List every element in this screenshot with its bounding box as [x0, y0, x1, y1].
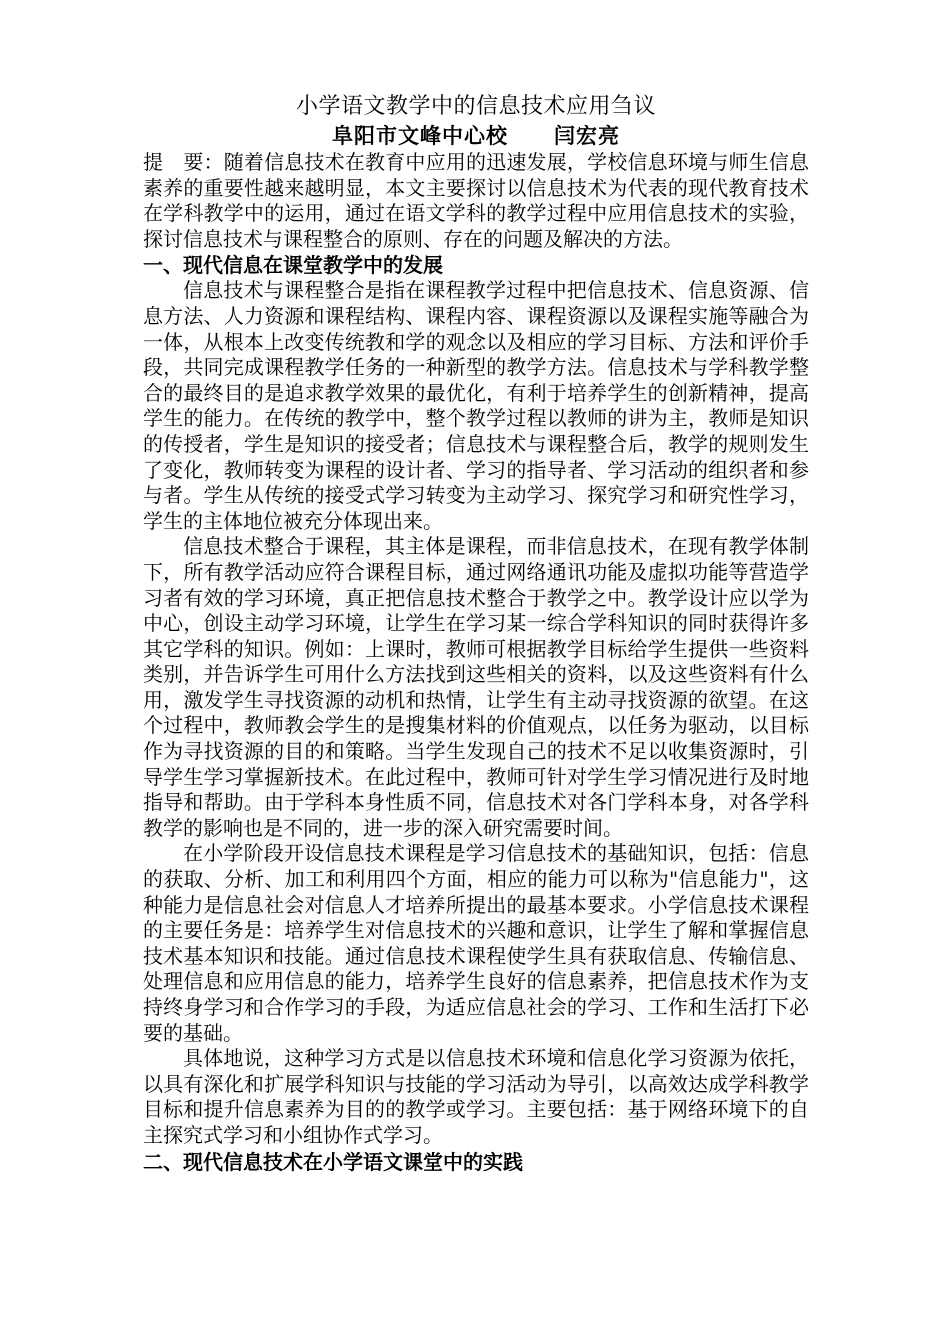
body-paragraph-4: 具体地说，这种学习方式是以信息技术环境和信息化学习资源为依托，以具有深化和扩展学科知识与技能的学习活动为导引，以高效达成学科教学目标和提升信息素养为目的的教学或学习。主要包括：基于网络环境下的自主探究式学习和小组协作式学习。 [143, 1046, 809, 1147]
body-paragraph-3: 在小学阶段开设信息技术课程是学习信息技术的基础知识，包括：信息的获取、分析、加工和利用四个方面，相应的能力可以称为"信息能力"，这种能力是信息社会对信息人才培养所提出的最基本要求。小学信息技术课程的主要任务是：培养学生对信息技术的兴趣和意识，让学生了解和掌握信息技术基本知识和技能。通过信息技术课程使学生具有获取信息、传输信息、处理信息和应用信息的能力，培养学生良好的信息素养，把信息技术作为支持终身学习和合作学习的手段，为适应信息社会的学习、工作和生活打下必要的基础。 [143, 841, 809, 1045]
document-page [143, 92, 809, 1175]
document-title: 小学语文教学中的信息技术应用刍议 [295, 94, 656, 119]
author-line [143, 122, 809, 150]
author-school: 阜阳市文峰中心校 [332, 123, 508, 148]
abstract-text: 随着信息技术在教育中应用的迅速发展，学校信息环境与师生信息素养的重要性越来越明显，本文主要探讨以信息技术为代表的现代教育技术在学科教学中的运用，通过在语文学科的教学过程中应用信息技术的实验，探讨信息技术与课程整合的原则、存在的问题及解决的方法。 [143, 150, 809, 251]
body-paragraph-1: 信息技术与课程整合是指在课程教学过程中把信息技术、信息资源、信息方法、人力资源和课程结构、课程内容、课程资源以及课程实施等融合为一体，从根本上改变传统教和学的观念以及相应的学习目标、方法和评价手段，共同完成课程教学任务的一种新型的教学方法。信息技术与学科教学整合的最终目的是追求教学效果的最优化，有利于培养学生的创新精神，提高学生的能力。在传统的教学中，整个教学过程以教师的讲为主，教师是知识的传授者，学生是知识的接受者；信息技术与课程整合后，教学的规则发生了变化，教师转变为课程的设计者、学习的指导者、学习活动的组织者和参与者。学生从传统的接受式学习转变为主动学习、探究学习和研究性学习，学生的主体地位被充分体现出来。 [143, 278, 809, 533]
section-heading-1: 一、现代信息在课堂教学中的发展 [143, 253, 443, 278]
abstract [143, 150, 809, 252]
section-heading-2: 二、现代信息技术在小学语文课堂中的实践 [143, 1149, 523, 1174]
body-paragraph-2: 信息技术整合于课程，其主体是课程，而非信息技术，在现有教学体制下，所有教学活动应符合课程目标，通过网络通讯功能及虚拟功能等营造学习者有效的学习环境，真正把信息技术整合于教学之中。教学设计应以学为中心，创设主动学习环境，让学生在学习某一综合学科知识的同时获得许多其它学科的知识。例如：上课时，教师可根据教学目标给学生提供一些资料类别，并告诉学生可用什么方法找到这些相关的资料，以及这些资料有什么用，激发学生寻找资源的动机和热情，让学生有主动寻找资源的欲望。在这个过程中，教师教会学生的是搜集材料的价值观点，以任务为驱动，以目标作为寻找资源的目的和策略。当学生发现自己的技术不足以收集资源时，引导学生学习掌握新技术。在此过程中，教师可针对学生学习情况进行及时地指导和帮助。由于学科本身性质不同，信息技术对各门学科本身，对各学科教学的影响也是不同的，进一步的深入研究需要时间。 [143, 534, 809, 840]
author-name: 闫宏亮 [554, 123, 620, 148]
abstract-label: 提 要： [143, 150, 224, 174]
